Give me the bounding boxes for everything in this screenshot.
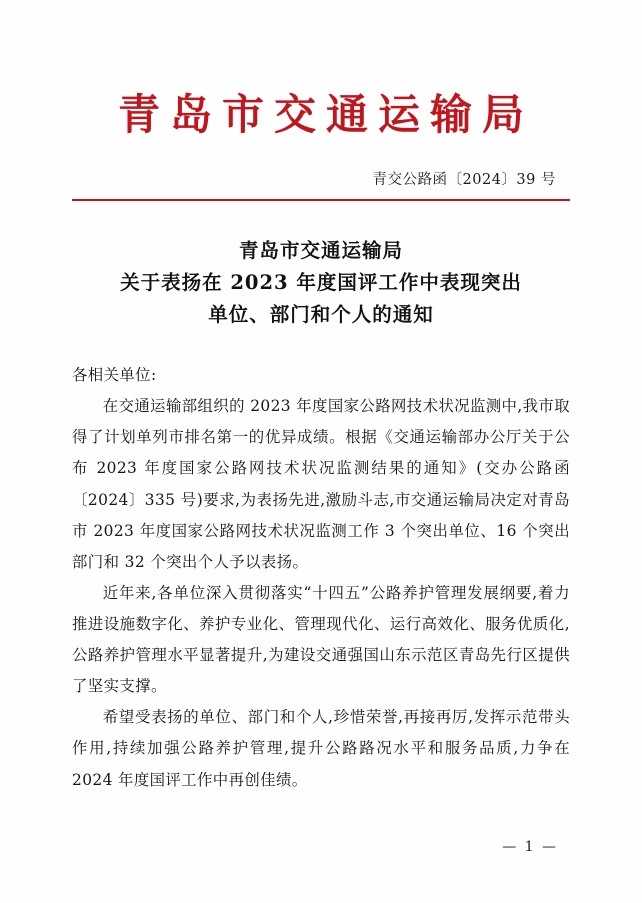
- body-paragraph-3: 希望受表扬的单位、部门和个人,珍惜荣誉,再接再厉,发挥示范带头作用,持续加强公路养护管理,提升公路路况水平和服务品质,力争在 2024 年度国评工作中再创佳绩。: [72, 708, 570, 789]
- title-line-1: 青岛市交通运输局: [238, 239, 403, 263]
- body-paragraph-2: 近年来,各单位深入贯彻落实“十四五”公路养护管理发展纲要,着力推进设施数字化、养护专业化、管理现代化、运行高效化、服务优质化,公路养护管理水平显著提升,为建设交通强国山东示范区青岛先行区提供了坚实支撑。: [72, 583, 570, 696]
- red-separator-rule: [72, 199, 570, 201]
- document-number: 青交公路函〔2024〕39 号: [372, 172, 556, 189]
- salutation: 各相关单位:: [72, 366, 157, 385]
- document-number-row: [72, 168, 570, 189]
- page-number: — 1 —: [502, 839, 558, 855]
- document-body: [72, 360, 570, 796]
- document-title: [72, 235, 570, 330]
- body-paragraph-1: 在交通运输部组织的 2023 年度国家公路网技术状况监测中,我市取得了计划单列市排名第一的优异成绩。根据《交通运输部办公厅关于公布 2023 年度国家公路网技术状况监测结果的通知》(交办公路函〔2024〕335 号)要求,为表扬先进,激励斗志,市交通运输局决定对青岛市 2023 年度国家公路网技术状况监测工作 3 个突出单位、16 个突出部门和 32 个突出个人予以表扬。: [72, 397, 570, 571]
- title-line-3: 单位、部门和个人的通知: [208, 302, 434, 326]
- masthead: [72, 0, 570, 138]
- title-line-2: 关于表扬在 2023 年度国评工作中表现突出: [120, 270, 522, 294]
- issuing-agency-title: 青岛市交通运输局: [117, 90, 534, 139]
